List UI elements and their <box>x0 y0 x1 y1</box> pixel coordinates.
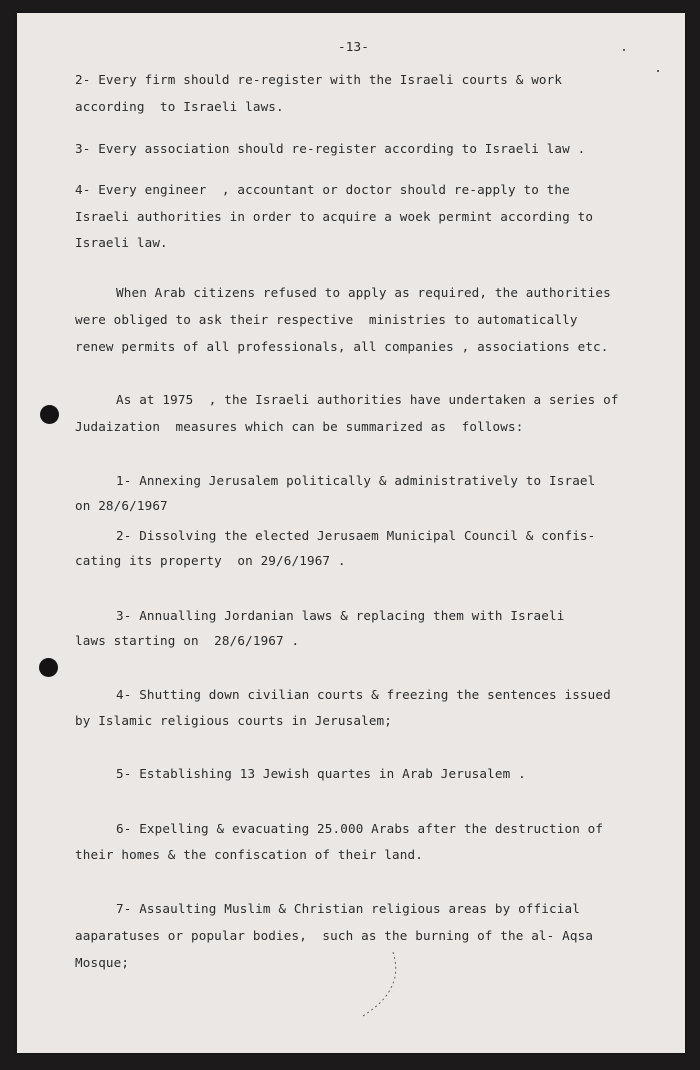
paragraph-2-line-2: according to Israeli laws. <box>75 99 284 114</box>
measure-6-line-2: their homes & the confiscation of their land. <box>75 847 423 862</box>
punch-hole-bottom <box>39 658 58 677</box>
measure-3-line-2: laws starting on 28/6/1967 . <box>75 633 300 648</box>
measure-4-line-2: by Islamic religious courts in Jerusalem; <box>75 713 393 728</box>
ink-speck <box>657 70 659 72</box>
paragraph-4-line-1: 4- Every engineer , accountant or doctor should re-apply to the <box>75 182 570 197</box>
ink-speck <box>623 49 625 51</box>
paragraph-asat-line-2: Judaization measures which can be summarized as follows: <box>75 419 524 434</box>
paragraph-2-line-1: 2- Every firm should re-register with the Israeli courts & work <box>75 72 563 87</box>
measure-1-line-1: 1- Annexing Jerusalem politically & administratively to Israel <box>116 473 596 488</box>
measure-2-line-2: cating its property on 29/6/1967 . <box>75 553 346 568</box>
paragraph-when-line-3: renew permits of all professionals, all companies , associations etc. <box>75 339 609 354</box>
measure-2-line-1: 2- Dissolving the elected Jerusaem Municipal Council & confis- <box>116 528 596 543</box>
paragraph-asat-line-1: As at 1975 , the Israeli authorities have undertaken a series of <box>116 392 619 407</box>
pen-stroke-mark <box>357 948 402 1018</box>
paragraph-4-line-3: Israeli law. <box>75 235 168 250</box>
measure-3-line-1: 3- Annualling Jordanian laws & replacing them with Israeli <box>116 608 565 623</box>
measure-1-line-2: on 28/6/1967 <box>75 498 168 513</box>
paragraph-when-line-2: were obliged to ask their respective ministries to automatically <box>75 312 578 327</box>
paragraph-when-line-1: When Arab citizens refused to apply as required, the authorities <box>116 285 611 300</box>
paragraph-4-line-2: Israeli authorities in order to acquire a woek permint according to <box>75 209 594 224</box>
measure-4-line-1: 4- Shutting down civilian courts & freezing the sentences issued <box>116 687 611 702</box>
measure-7-line-1: 7- Assaulting Muslim & Christian religious areas by official <box>116 901 580 916</box>
page-number: -13- <box>338 39 369 54</box>
paragraph-3-line-1: 3- Every association should re-register according to Israeli law . <box>75 141 586 156</box>
punch-hole-top <box>40 405 59 424</box>
measure-7-line-3: Mosque; <box>75 955 130 970</box>
measure-7-line-2: aaparatuses or popular bodies, such as the burning of the al- Aqsa <box>75 928 594 943</box>
measure-6-line-1: 6- Expelling & evacuating 25.000 Arabs after the destruction of <box>116 821 604 836</box>
measure-5-line-1: 5- Establishing 13 Jewish quartes in Arab Jerusalem . <box>116 766 526 781</box>
